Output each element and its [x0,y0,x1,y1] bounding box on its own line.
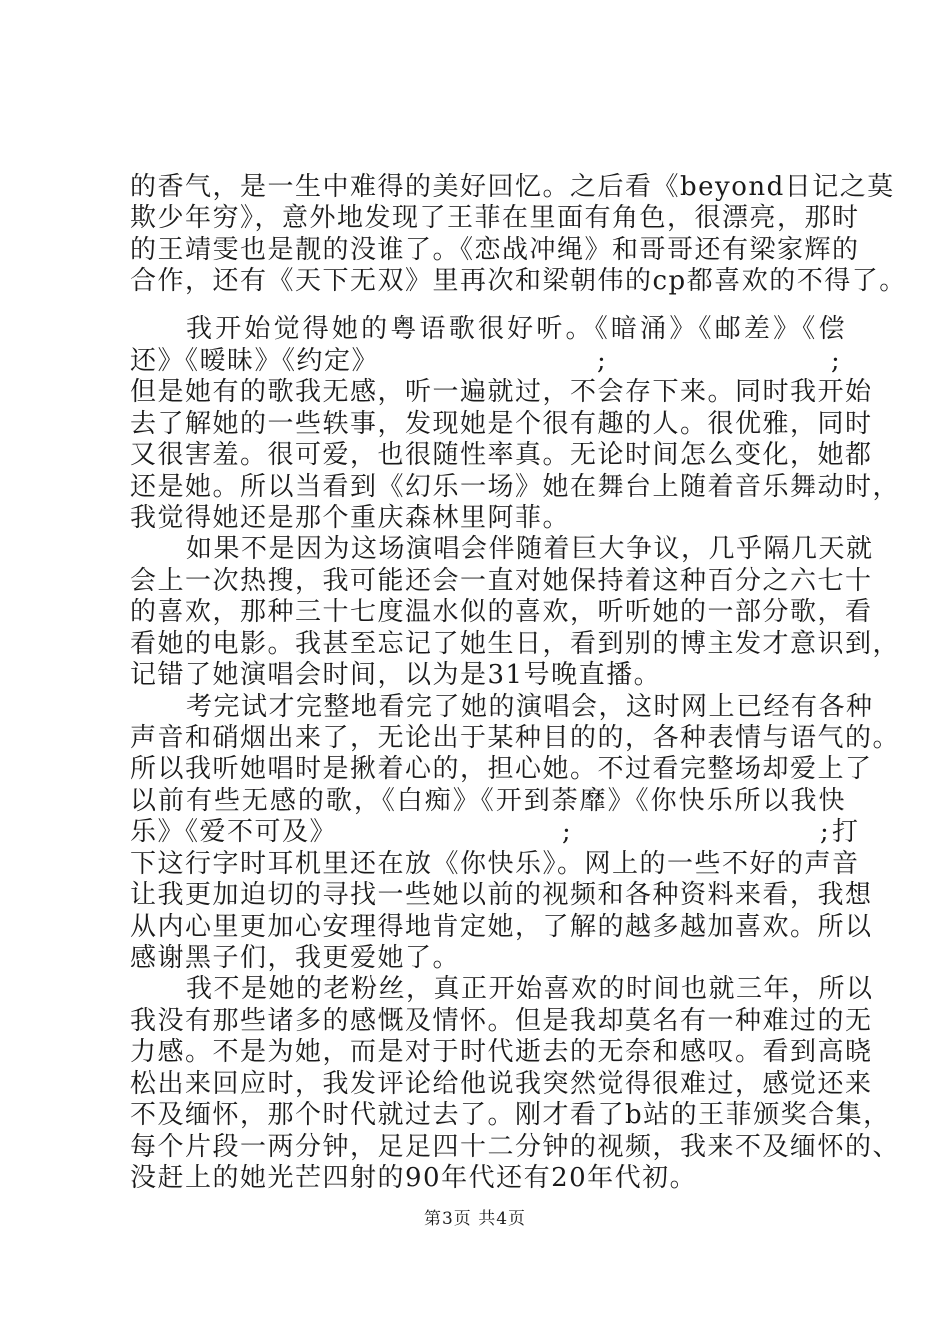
text-line: 考完试才完整地看完了她的演唱会，这时网上已经有各种 [186,691,874,722]
text-line: 感谢黑子们，我更爱她了。 [130,943,461,973]
text-line: 看她的电影。我甚至忘记了她生日，看到别的博主发才意识到， [130,628,901,659]
text-line: 我没有那些诸多的感慨及情怀。但是我却莫名有一种难过的无 [130,1005,873,1036]
text-line: 所以我听她唱时是揪着心的，担心她。不过看完整场却爱上了 [130,754,873,785]
text-line: 去了解她的一些轶事，发现她是个很有趣的人。很优雅，同时 [130,408,873,439]
text-line: 从内心里更加心安理得地肯定她，了解的越多越加喜欢。所以 [130,911,873,942]
text-line: 没赶上的她光芒四射的90年代还有20年代初。 [130,1163,698,1193]
text-line: 松出来回应时，我发评论给他说我突然觉得很难过，感觉还来 [130,1068,873,1099]
text-line: 会上一次热搜，我可能还会一直对她保持着这种百分之六七十 [130,565,873,596]
text-line: 还是她。所以当看到《幻乐一场》她在舞台上随着音乐舞动时， [130,471,901,502]
text-line: 每个片段一两分钟，足足四十二分钟的视频，我来不及缅怀的、 [130,1131,901,1162]
text-line: 的王靖雯也是靓的没谁了。《恋战冲绳》和哥哥还有梁家辉的 [130,234,860,265]
text-line: 还》《暧昧》《约定》 [130,345,380,376]
text-line: 记错了她演唱会时间，以为是31号晚直播。 [130,660,662,691]
text-line: 我开始觉得她的粤语歌很好听。《暗涌》《邮差》《偿 [186,314,846,345]
semicolon-mark: ; [562,817,573,848]
text-line: 以前有些无感的歌，《白痴》《开到荼靡》《你快乐所以我快 [130,785,846,816]
text-line: 如果不是因为这场演唱会伴随着巨大争议，几乎隔几天就 [186,534,874,565]
text-fragment: 打 [832,817,860,848]
text-line: 下这行字时耳机里还在放《你快乐》。网上的一些不好的声音 [130,848,860,879]
text-line: 的喜欢，那种三十七度温水似的喜欢，听听她的一部分歌，看 [130,597,873,628]
semicolon-mark: ; [597,345,608,376]
text-line: 声音和硝烟出来了，无论出于某种目的的，各种表情与语气的。 [130,722,901,753]
text-line: 欺少年穷》，意外地发现了王菲在里面有角色，很漂亮，那时 [130,203,860,234]
text-line: 但是她有的歌我无感，听一遍就过，不会存下来。同时我开始 [130,377,873,408]
text-line: 让我更加迫切的寻找一些她以前的视频和各种资料来看，我想 [130,880,873,911]
text-line: 我觉得她还是那个重庆森林里阿菲。 [130,502,571,533]
text-line: 又很害羞。很可爱，也很随性率真。无论时间怎么变化，她都 [130,440,873,470]
page-footer: 第3页 共4页 [423,1209,527,1229]
text-line: 我不是她的老粉丝，真正开始喜欢的时间也就三年，所以 [186,974,874,1005]
semicolon-mark: ; [831,345,842,376]
text-line: 乐》《爱不可及》 [130,817,338,848]
text-line: 力感。不是为她，而是对于时代逝去的无奈和感叹。看到高晓 [130,1037,873,1068]
text-line: 不及缅怀，那个时代就过去了。刚才看了b站的王菲颁奖合集， [130,1100,891,1131]
text-line: 的香气，是一生中难得的美好回忆。之后看《beyond日记之莫 [130,172,895,202]
text-line: 合作，还有《天下无双》里再次和梁朝伟的cp都喜欢的不得了。 [130,266,907,297]
semicolon-mark: ; [820,817,831,848]
